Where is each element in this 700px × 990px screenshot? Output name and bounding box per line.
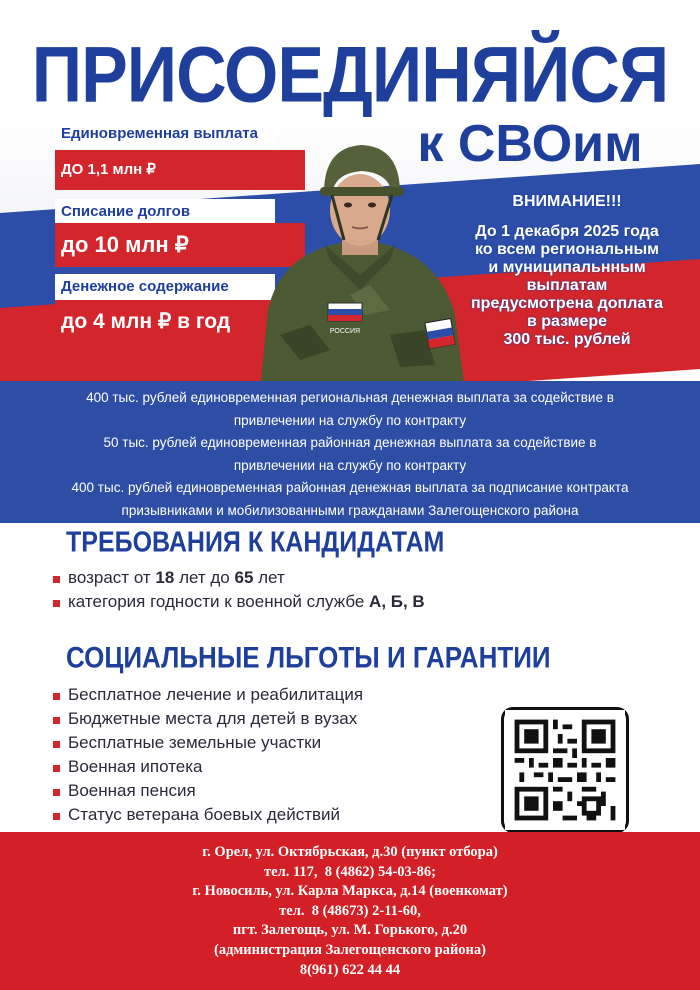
attention-line: 300 тыс. рублей (503, 331, 631, 348)
list-item: возраст от 18 лет до 65 лет (50, 566, 425, 590)
attention-line: в размере (526, 313, 608, 330)
attention-heading: ВНИМАНИЕ!!! (512, 193, 622, 210)
page-title: ПРИСОЕДИНЯЙСЯ (31, 31, 669, 119)
footer-line: г. Орел, ул. Октябрьская, д.30 (пункт отбора) (202, 844, 498, 860)
footer-line: пгт. Залегощь, ул. М. Горького, д.20 (232, 922, 468, 939)
attention-line: предусмотрена доплата (471, 295, 663, 312)
info-line: привлечении на службу по контракту (233, 457, 467, 473)
footer-line: тел. 8 (48673) 2-11-60, (279, 902, 421, 919)
info-line: 400 тыс. рублей единовременная районная денежная выплата за подписание контракта (71, 480, 629, 495)
list-item: Статус ветерана боевых действий (50, 803, 363, 827)
attention-line: ко всем региональным (475, 241, 659, 258)
benefit-salary-label: Денежное содержание (55, 274, 275, 300)
requirements-list (50, 566, 425, 614)
list-item: Военная пенсия (50, 779, 363, 803)
info-band-text (20, 387, 680, 522)
info-line: 400 тыс. рублей единовременная региональная денежная выплата за содействие в (86, 390, 614, 405)
attention-line: До 1 декабря 2025 года (475, 223, 659, 240)
footer-line: тел. 117, 8 (4862) 54-03-86; (264, 863, 436, 880)
footer-line: (администрация Залегощенского района) (214, 941, 486, 958)
attention-line: и муниципальнным (488, 259, 646, 276)
footer-text (0, 843, 700, 980)
footer-line: г. Новосиль, ул. Карла Маркса, д.14 (военкомат) (192, 883, 508, 900)
info-line: призывниками и мобилизованными гражданами Залегощенского района (121, 502, 579, 518)
benefit-salary-value: до 4 млн ₽ в год (55, 300, 305, 344)
footer-phone: 8(961) 622 44 44 (299, 961, 401, 978)
list-item: Бесплатное лечение и реабилитация (50, 683, 363, 707)
benefit-debt-value: до 10 млн ₽ (55, 223, 305, 267)
qr-code[interactable] (501, 707, 629, 833)
benefit-debt-label: Списание долгов (55, 199, 275, 225)
attention-notice (452, 193, 682, 349)
list-item: Военная ипотека (50, 755, 363, 779)
requirements-title: ТРЕБОВАНИЯ К КАНДИДАТАМ (66, 526, 445, 559)
qr-code-icon (504, 710, 626, 830)
attention-line: выплатам (526, 277, 608, 294)
list-item: Бюджетные места для детей в вузах (50, 707, 363, 731)
list-item: Бесплатные земельные участки (50, 731, 363, 755)
benefit-lump-sum-value: ДО 1,1 млн ₽ (55, 150, 305, 190)
benefit-lump-sum-label: Единовременная выплата (55, 121, 275, 147)
social-benefits-list (50, 683, 363, 827)
social-benefits-title: СОЦИАЛЬНЫЕ ЛЬГОТЫ И ГАРАНТИИ (66, 640, 551, 675)
info-line: 50 тыс. рублей единовременная районная денежная выплата за содействие в (103, 435, 597, 450)
info-line: привлечении на службу по контракту (233, 412, 467, 428)
chest-patch-text: РОССИЯ (329, 328, 361, 335)
soldier-illustration (240, 135, 480, 390)
list-item: категория годности к военной службе А, Б, В (50, 590, 425, 614)
page-subtitle: к СВОим (417, 115, 643, 173)
